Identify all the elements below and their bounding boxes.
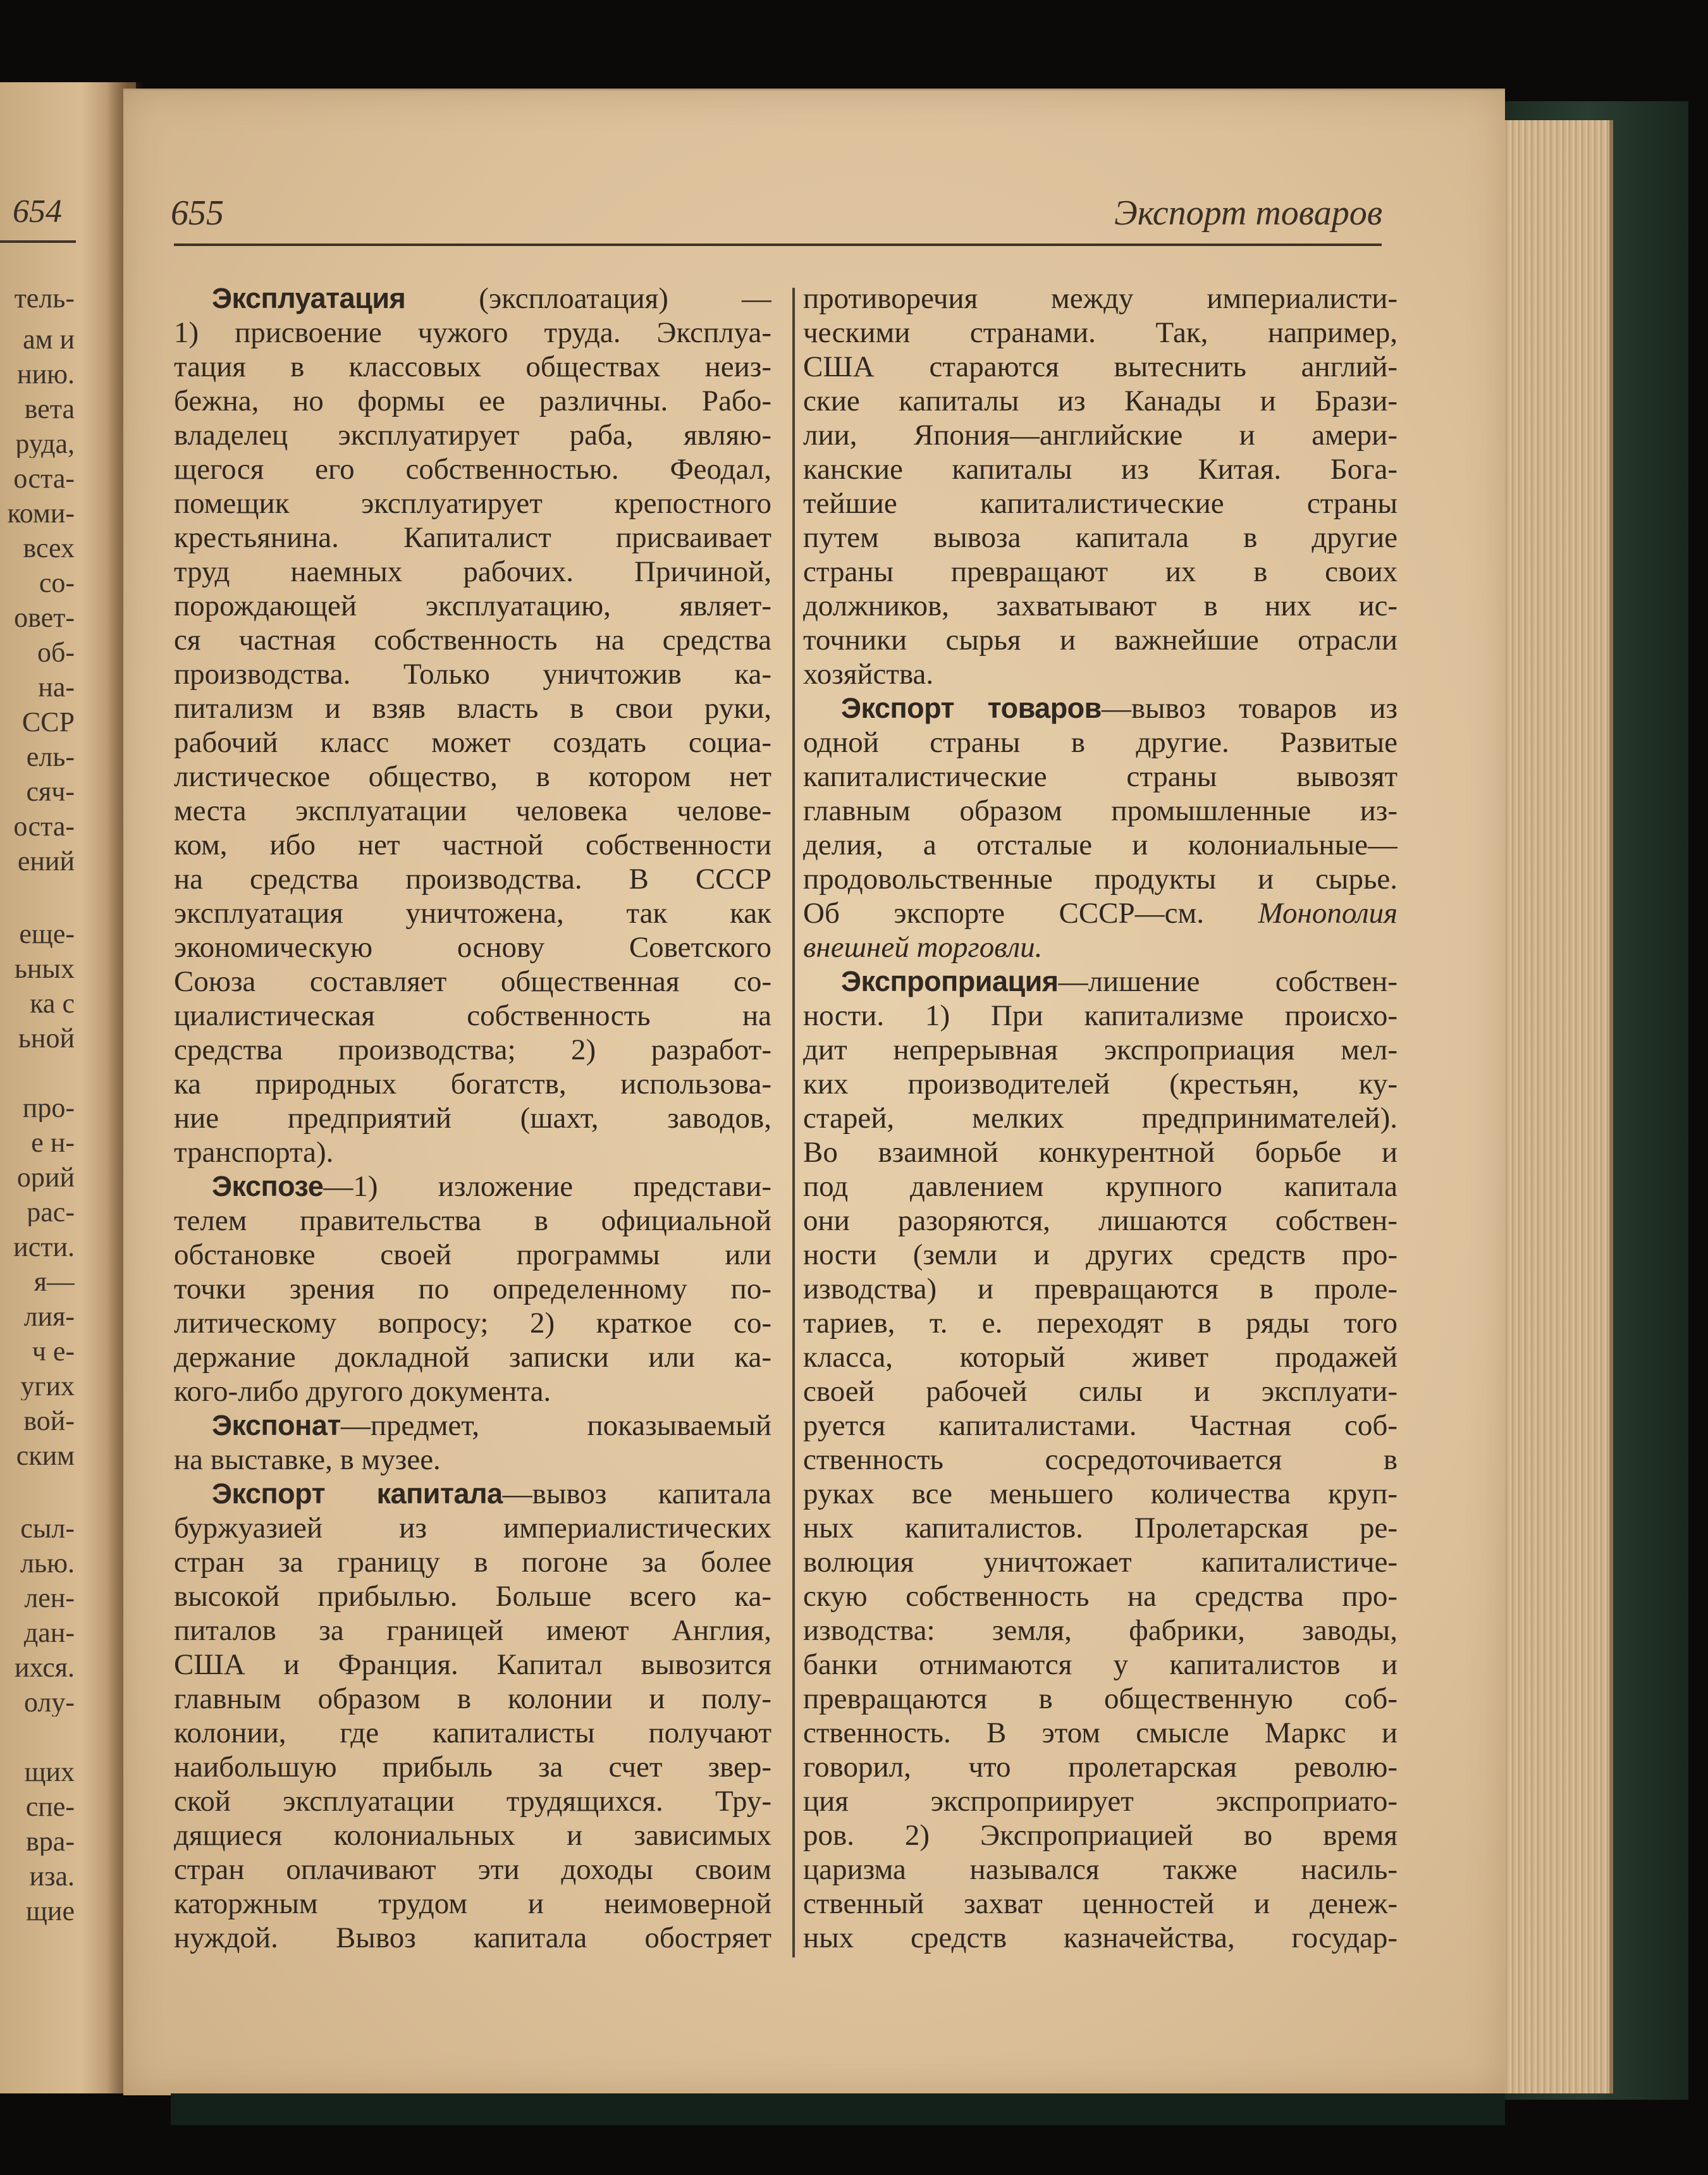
line-text: наибольшую прибыль за счет звер- [174,1751,771,1784]
text-line [803,1682,1398,1716]
line-text: питализм и взяв власть в свои руки, [174,692,771,725]
line-text: руках все меньшего количества круп- [803,1477,1398,1510]
text-line [174,1613,771,1648]
line-text: изводства) и превращаются в проле- [803,1272,1398,1305]
line-text: они разоряются, лишаются собствен- [803,1204,1398,1237]
left-page-fragment: сыл- [20,1515,75,1543]
cross-reference: внешней торговли. [803,931,1043,964]
left-page-fragment: руда, [15,430,75,458]
line-text: главным образом в колонии и полу- [174,1682,771,1715]
line-text: обстановке своей программы или [174,1238,771,1271]
left-page-fragment: еще- [19,920,75,948]
text-line [174,350,771,384]
text-line [174,1477,771,1511]
line-text: продовольственные продукты и сырье. [803,863,1398,896]
line-text: средства производства; 2) разработ- [174,1033,771,1066]
text-line [803,589,1398,623]
line-text: царизма назывался также насиль- [803,1853,1398,1886]
left-page-fragment: со- [39,569,75,597]
entry-headword: Экспорт товаров [841,692,1102,724]
line-text: ких производителей (крестьян, ку- [803,1068,1398,1100]
line-text: владелец эксплуатирует раба, являю- [174,419,771,452]
text-line [174,1272,771,1306]
left-page-fragment: я— [34,1268,75,1296]
line-text: держание докладной записки или ка- [174,1341,771,1374]
line-text: Во взаимной конкурентной борьбе и [803,1136,1398,1169]
line-text: кого-либо другого документа. [174,1375,551,1408]
text-line [803,350,1398,384]
text-line [803,623,1398,657]
line-text: питалов за границей имеют Англия, [174,1614,771,1647]
text-line [803,1033,1398,1067]
line-text: ственный захват ценностей и денеж- [803,1887,1398,1920]
text-line [174,1545,771,1579]
left-page-fragment: ам и [23,326,75,354]
line-text: США и Франция. Капитал вывозится [174,1648,771,1681]
line-text: —предмет, показываемый [340,1409,771,1442]
left-page-fragment: спе- [25,1793,75,1821]
text-line [174,589,771,623]
left-page-fragment: вой- [23,1407,75,1435]
text-line [174,1169,771,1204]
line-text: 1) присвоение чужого труда. Эксплуа- [174,316,771,349]
line-text: страны превращают их в своих [803,555,1398,588]
line-text: волюция уничтожает капиталистиче- [803,1546,1398,1579]
text-line [174,1852,771,1887]
line-text: —лишение собствен- [1058,965,1398,998]
line-text: ных средств казначейства, государ- [803,1921,1398,1954]
text-line [174,725,771,760]
line-text: производства. Только уничтожив ка- [174,658,771,691]
line-text: —вывоз товаров из [1101,692,1398,725]
left-page-fragment: ч е- [32,1338,75,1365]
text-line [174,828,771,862]
line-text: банки отнимаются у капиталистов и [803,1648,1398,1681]
entry-headword: Эксплуатация [212,282,406,314]
text-line [174,964,771,999]
left-page-fragment: оста- [13,465,75,493]
left-page-fragment: сяч- [26,778,75,806]
text-line [174,1238,771,1272]
text-line [803,1545,1398,1579]
text-line [803,760,1398,794]
line-text: каторжным трудом и неимоверной [174,1887,771,1920]
line-text: Союза составляет общественная со- [174,965,771,998]
text-line [803,1579,1398,1613]
text-line [803,1340,1398,1374]
left-page-fragment: дан- [23,1619,75,1647]
left-page-fragment: ским [16,1442,75,1470]
text-line [803,1852,1398,1887]
line-text: скую собственность на средства про- [803,1580,1398,1613]
text-line [803,828,1398,862]
line-text: путем вывоза капитала в другие [803,521,1398,554]
text-line [174,862,771,896]
left-page-fragment: вета [24,395,75,423]
entry-headword: Экспонат [212,1409,341,1441]
line-text: на средства производства. В СССР [174,863,771,896]
text-line [174,1204,771,1238]
text-line [174,1682,771,1716]
line-text: крестьянина. Капиталист присваивает [174,521,771,554]
left-page-fragment: ель- [26,743,75,771]
text-line [174,281,771,316]
line-text: под давлением крупного капитала [803,1170,1398,1203]
line-text: высокой прибылью. Больше всего ка- [174,1580,771,1613]
line-text: ские капиталы из Канады и Брази- [803,385,1398,417]
line-text: канские капиталы из Китая. Бога- [803,453,1398,486]
text-line [174,486,771,521]
text-line [174,1648,771,1682]
line-text: США стараются вытеснить англий- [803,350,1398,383]
text-line [174,1135,771,1169]
text-line [174,521,771,555]
text-line [803,999,1398,1033]
text-line [174,1579,771,1613]
text-line [803,1306,1398,1340]
left-page-fragment: олу- [23,1689,75,1716]
line-text: помещик эксплуатирует крепостного [174,487,771,520]
text-line [803,1750,1398,1784]
line-text: класса, который живет продажей [803,1341,1398,1374]
line-text: ных капиталистов. Пролетарская ре- [803,1512,1398,1544]
left-page-fragment: про- [22,1094,75,1122]
left-page-fragment: ьных [14,955,75,983]
text-line [803,1818,1398,1852]
line-text: дящиеся колониальных и зависимых [174,1819,771,1852]
text-line [174,794,771,828]
line-text: капиталистические страны вывозят [803,760,1398,793]
line-text: щегося его собственностью. Феодал, [174,453,771,486]
right-column [803,281,1398,1955]
left-page-fragment: овет- [14,604,75,632]
text-line [803,1443,1398,1477]
text-line [803,1101,1398,1135]
line-text: должников, захватывают в них ис- [803,589,1398,622]
left-page-fragment: орий [16,1164,75,1192]
left-page-fragment: иза. [29,1863,75,1890]
line-text: стран оплачивают эти доходы своим [174,1853,771,1886]
line-text: (эксплоатация) — [405,282,771,315]
line-text: превращаются в общественную соб- [803,1682,1398,1715]
left-page-fragment: тель- [14,285,75,312]
text-line [803,725,1398,760]
text-line [803,862,1398,896]
line-text: места эксплуатации человека челове- [174,794,771,827]
text-line [803,1613,1398,1648]
line-text: ка природных богатств, использова- [174,1068,771,1100]
line-text: ческими странами. Так, например, [803,316,1398,349]
text-line [174,657,771,691]
line-text: нуждой. Вывоз капитала обостряет [174,1921,771,1954]
text-line [174,1818,771,1852]
text-line [174,1340,771,1374]
left-page-fragment: ихся. [14,1654,75,1682]
text-line [803,964,1398,999]
text-line [174,623,771,657]
text-line [174,1784,771,1818]
left-page-fragment: щие [26,1897,75,1925]
text-line [803,1135,1398,1169]
line-text: лии, Япония—английские и амери- [803,419,1398,452]
text-line [803,1887,1398,1921]
left-page-fragment: всех [23,534,75,562]
line-text: листическое общество, в котором нет [174,760,771,793]
text-line [803,1238,1398,1272]
text-line [803,1716,1398,1750]
text-line [174,555,771,589]
left-page-fragment: угих [20,1372,75,1400]
line-text: литическому вопросу; 2) краткое со- [174,1307,771,1340]
text-line [174,1921,771,1955]
line-text: ственность. В этом смысле Маркс и [803,1716,1398,1749]
text-line [803,281,1398,316]
line-text: точки зрения по определенному по- [174,1272,771,1305]
left-page-fragment: коми- [7,500,75,527]
line-text: делия, а отсталые и колониальные— [803,829,1398,861]
line-text: рабочий класс может создать социа- [174,726,771,759]
line-text: тация в классовых обществах неиз- [174,350,771,383]
line-text: противоречия между империалисти- [803,282,1398,315]
text-line [174,999,771,1033]
left-page-fragment: ений [17,847,75,875]
line-text: ской эксплуатации трудящихся. Тру- [174,1785,771,1818]
text-line [803,384,1398,418]
line-text: колонии, где капиталисты получают [174,1716,771,1749]
line-text: своей рабочей силы и эксплуати- [803,1375,1398,1408]
line-text: буржуазией из империалистических [174,1512,771,1544]
text-line [174,1374,771,1408]
text-line [803,1511,1398,1545]
line-text: ция экспроприирует экспроприато- [803,1785,1398,1818]
text-line [803,486,1398,521]
running-title: Экспорт товаров [1114,194,1382,233]
left-page-fragment: оста- [13,813,75,841]
text-line [174,1750,771,1784]
line-text: ние предприятий (шахт, заводов, [174,1102,771,1135]
line-text: изводства: земля, фабрики, заводы, [803,1614,1398,1647]
entry-headword: Экспозе [212,1170,324,1202]
cross-reference: Монополия [1258,897,1398,930]
line-text: говорил, что пролетарская револю- [803,1751,1398,1784]
left-page-fragment: исти. [13,1233,75,1261]
line-text: телем правительства в официальной [174,1204,771,1237]
left-page-fragment: лью. [20,1550,75,1577]
line-text: ров. 2) Экспроприацией во время [803,1819,1398,1852]
text-line [174,1511,771,1545]
text-line [174,1408,771,1443]
text-line [803,1408,1398,1443]
left-page-fragment: на- [38,674,75,701]
text-line [174,1033,771,1067]
line-text: главным образом промышленные из- [803,794,1398,827]
left-page-fragment: ка с [30,990,75,1018]
header-rule [174,243,1382,246]
line-text: бежна, но формы ее различны. Рабо- [174,385,771,417]
line-text: порождающей эксплуатацию, являет- [174,589,771,622]
text-line [174,1887,771,1921]
left-page-fragment: щих [24,1758,75,1786]
line-text: тариев, т. е. переходят в ряды того [803,1307,1398,1340]
left-page-fragment: е н- [31,1129,75,1157]
line-text: на выставке, в музее. [174,1443,441,1476]
text-line [803,1272,1398,1306]
text-line [803,418,1398,452]
line-text: ственность сосредоточивается в [803,1443,1398,1476]
line-text: хозяйства. [803,658,934,691]
left-header-rule [0,240,76,243]
line-text: труд наемных рабочих. Причиной, [174,555,771,588]
text-line [174,1306,771,1340]
column-divider [792,288,795,1957]
line-text: Об экспорте СССР—см. [803,897,1258,930]
line-text: —1) изложение представи- [323,1170,771,1203]
text-line [803,452,1398,486]
text-line [174,452,771,486]
line-text: транспорта). [174,1136,334,1169]
line-text: ности (земли и других средств про- [803,1238,1398,1271]
text-line [803,1477,1398,1511]
line-text: точники сырья и важнейшие отрасли [803,624,1398,656]
book-cover-bottom [171,2093,1505,2125]
line-text: эксплуатация уничтожена, так как [174,897,771,930]
text-line [174,418,771,452]
line-text: старей, мелких предпринимателей). [803,1102,1398,1135]
line-text: руется капиталистами. Частная соб- [803,1409,1398,1442]
text-line [803,1648,1398,1682]
text-line [174,930,771,964]
left-page-fragment: об- [37,639,75,667]
text-line [803,1067,1398,1101]
line-text: дит непрерывная экспроприация мел- [803,1033,1398,1066]
text-line [803,657,1398,691]
text-line [803,1374,1398,1408]
text-line [174,316,771,350]
entry-headword: Экспорт капитала [212,1477,503,1510]
text-line [174,896,771,930]
text-line [803,1169,1398,1204]
text-line [803,930,1398,964]
left-column [174,281,771,1955]
text-line [174,1101,771,1135]
left-page-fragment: вра- [26,1828,75,1856]
left-page-number: 654 [13,194,62,230]
text-line [803,1204,1398,1238]
text-line [174,1067,771,1101]
left-page-fragment: нию. [17,360,75,388]
text-line [174,691,771,725]
line-text: ности. 1) При капитализме происхо- [803,999,1398,1032]
text-line [803,794,1398,828]
text-line [803,1921,1398,1955]
left-page-fragment: рас- [27,1198,75,1226]
text-line [174,1716,771,1750]
page-number: 655 [171,194,224,233]
left-page-fragment: ьной [18,1025,75,1052]
text-line [803,521,1398,555]
left-page-fragment: лен- [24,1584,75,1612]
line-text: циалистическая собственность на [174,999,771,1032]
text-line [174,760,771,794]
text-line [803,691,1398,725]
text-line [803,1784,1398,1818]
text-line [803,896,1398,930]
text-line [803,555,1398,589]
text-line [803,316,1398,350]
left-page-fragment: ССР [22,708,75,736]
line-text: ком, ибо нет частной собственности [174,829,771,861]
line-text: экономическую основу Советского [174,931,771,964]
line-text: ся частная собственность на средства [174,624,771,656]
line-text: —вывоз капитала [502,1477,771,1510]
text-line [174,1443,771,1477]
text-line [174,384,771,418]
entry-headword: Экспроприация [841,965,1059,997]
line-text: одной страны в другие. Развитые [803,726,1398,759]
left-page-fragment: лия- [23,1303,75,1331]
line-text: тейшие капиталистические страны [803,487,1398,520]
page-edges [1489,120,1613,2093]
line-text: стран за границу в погоне за более [174,1546,771,1579]
